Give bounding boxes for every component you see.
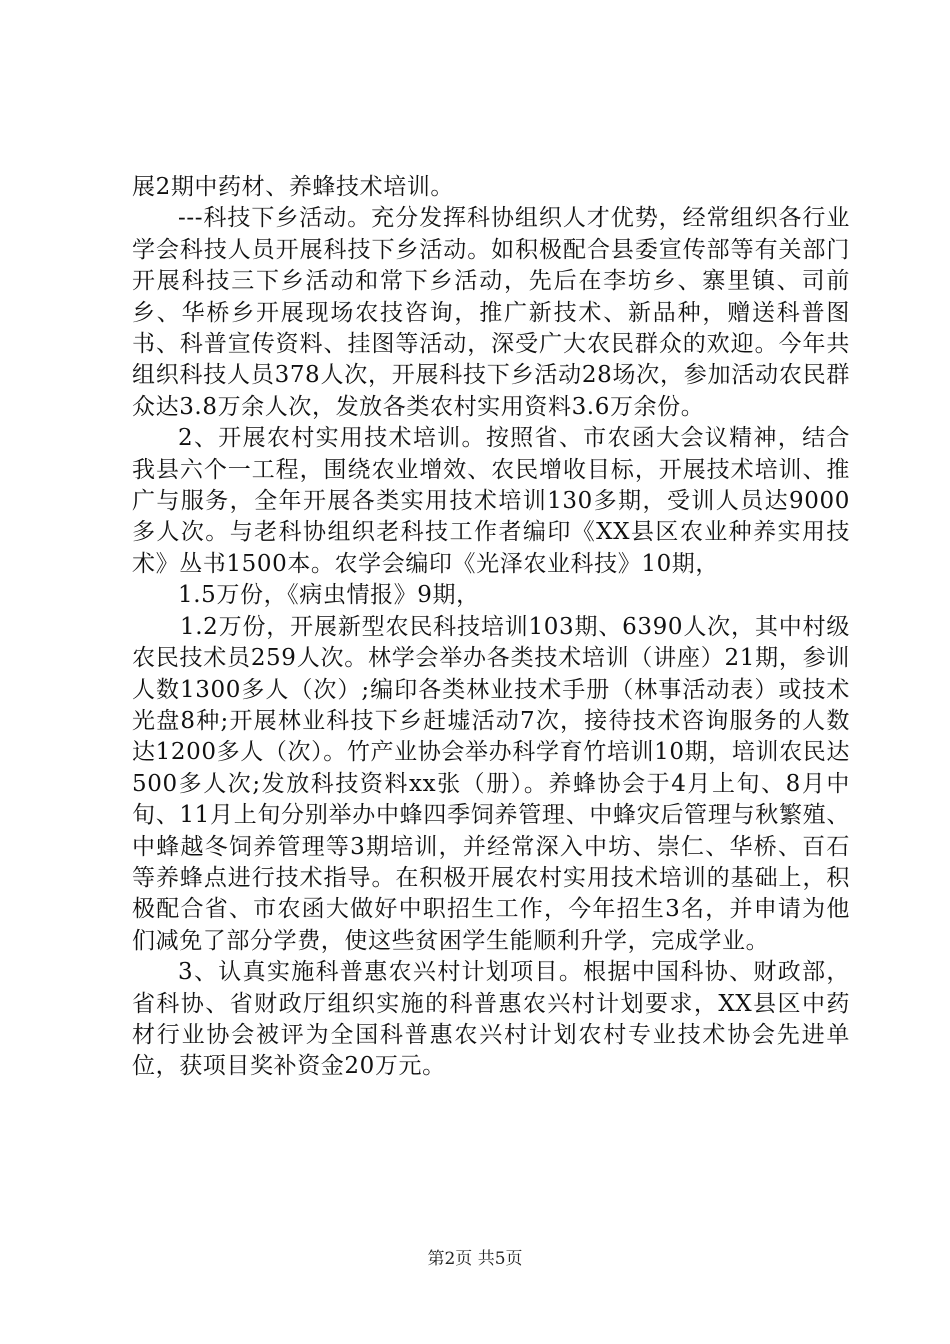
paragraph-rural-training: 2、开展农村实用技术培训。按照省、市农函大会议精神，结合我县六个一工程，围绕农业增效、农民增收目标，开展技术培训、推广与服务，全年开展各类实用技术培训130多期，受训人员达9000多人次。与老科协组织老科技工作者编印《XX县区农业种养实用技术》丛书1500本。农学会编印《光泽农业科技》10期，: [132, 425, 850, 577]
paragraph-pest-report: 1.5万份，《病虫情报》9期，: [178, 582, 480, 609]
document-body: [132, 172, 850, 1083]
paragraph-farmer-training: 1.2万份，开展新型农民科技培训103期、6390人次，其中村级农民技术员259人次。林学会举办各类技术培训（讲座）21期，参训人数1300多人（次）;编印各类林业技术手册（林事活动表）或技术光盘8种;开展林业科技下乡赶墟活动7次，接待技术咨询服务的人数达1200多人（次）。竹产业协会举办科学育竹培训10期，培训农民达500多人次;发放科技资料xx张（册）。养蜂协会于4月上旬、8月中旬、11月上旬分别举办中蜂四季饲养管理、中蜂灾后管理与秋繁殖、中蜂越冬饲养管理等3期培训，并经常深入中坊、崇仁、华桥、百石等养蜂点进行技术指导。在积极开展农村实用技术培训的基础上，积极配合省、市农函大做好中职招生工作，今年招生3名，并申请为他们减免了部分学费，使这些贫困学生能顺利升学，完成学业。: [132, 613, 850, 954]
page-number-footer: 第2页 共5页: [427, 1249, 523, 1269]
paragraph-continuation: 展2期中药材、养蜂技术培训。: [132, 174, 455, 200]
paragraph-science-benefit-project: 3、认真实施科普惠农兴村计划项目。根据中国科协、财政部，省科协、省财政厅组织实施的科普惠农兴村计划要求，XX县区中药材行业协会被评为全国科普惠农兴村计划农村专业技术协会先进单位，获项目奖补资金20万元。: [132, 959, 850, 1080]
paragraph-tech-to-countryside: ---科技下乡活动。充分发挥科协组织人才优势，经常组织各行业学会科技人员开展科技下乡活动。如积极配合县委宣传部等有关部门开展科技三下乡活动和常下乡活动，先后在李坊乡、寨里镇、司前乡、华桥乡开展现场农技咨询，推广新技术、新品种，赠送科普图书、科普宣传资料、挂图等活动，深受广大农民群众的欢迎。今年共组织科技人员378人次，开展科技下乡活动28场次，参加活动农民群众达3.8万余人次，发放各类农村实用资料3.6万余份。: [132, 205, 850, 420]
